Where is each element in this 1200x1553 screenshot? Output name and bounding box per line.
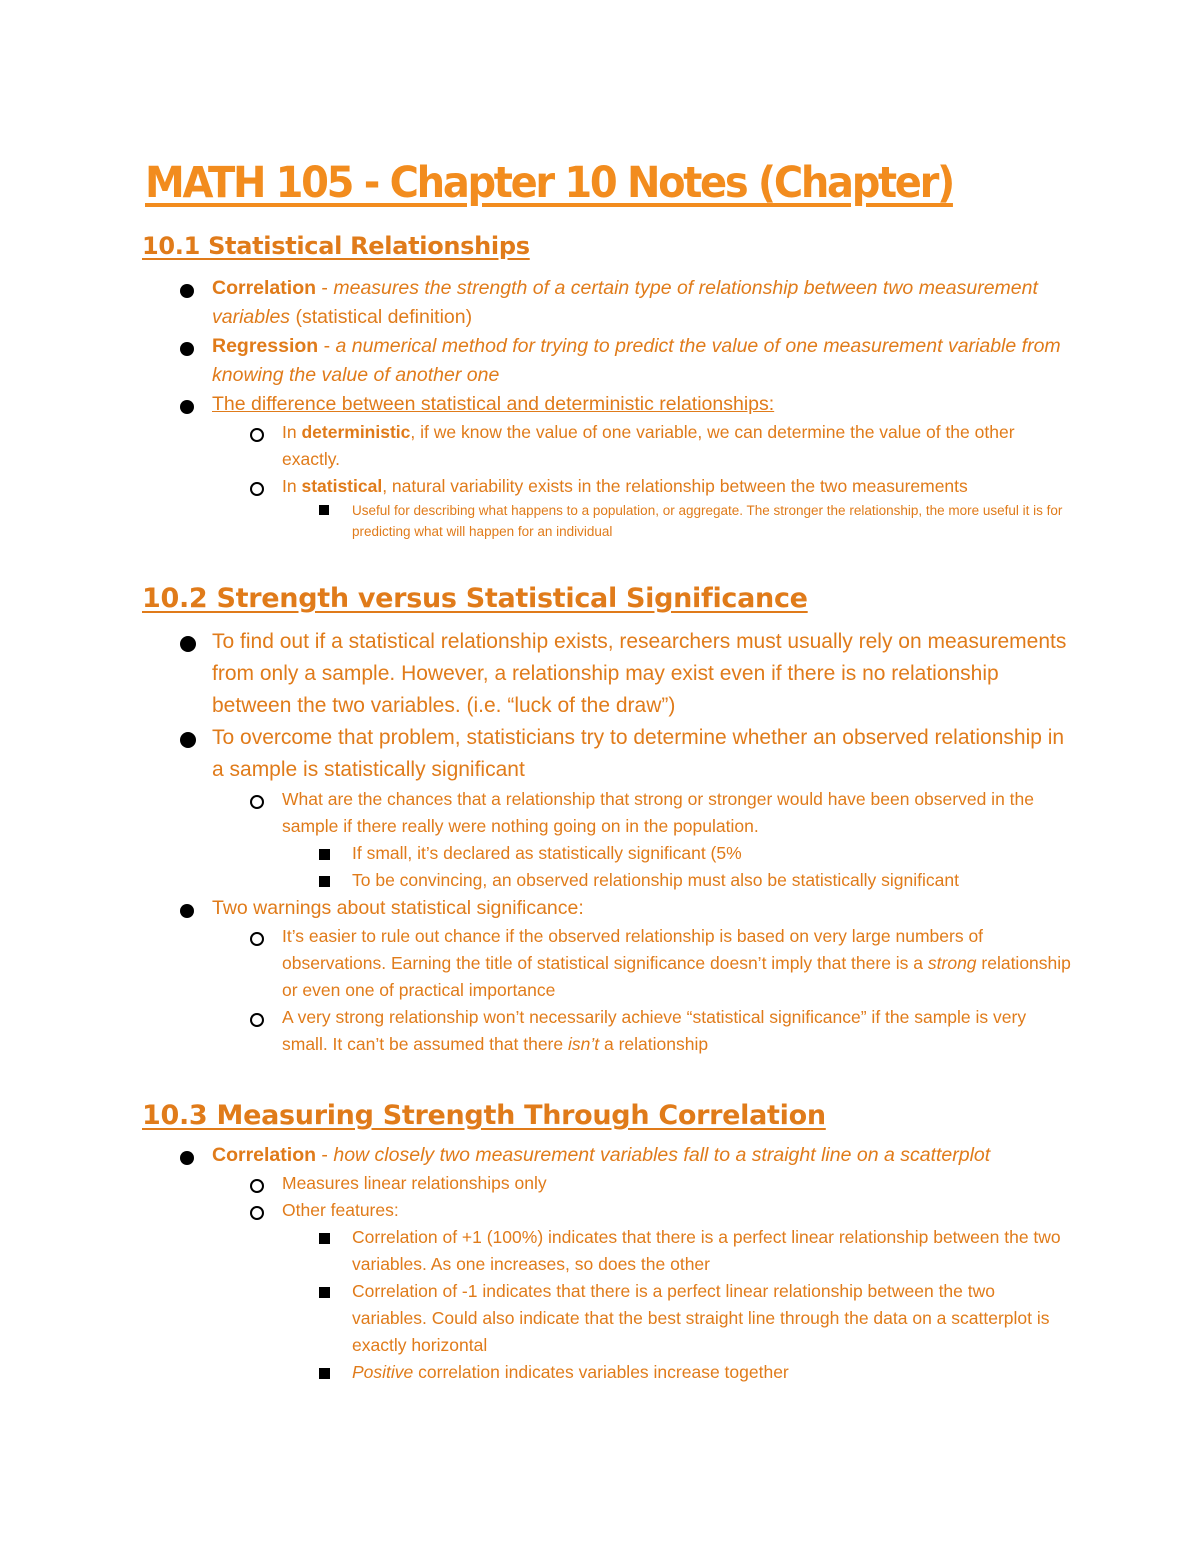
hollow-bullet-icon [250, 932, 264, 946]
list-item [142, 274, 1072, 332]
text: A very strong relationship won’t necessarily achieve “statistical significance” if the sample is very small. It can’t be assumed that there [282, 1007, 1027, 1054]
text: Two warnings about statistical significance: [212, 897, 584, 919]
term: Correlation [212, 277, 317, 299]
emphasis: strong [927, 953, 977, 973]
section-10-3 [142, 1100, 1072, 1386]
list-item [142, 1141, 1072, 1170]
text: What are the chances that a relationship that strong or stronger would have been observed in the sample if there really were nothing going on in the population. [282, 789, 1034, 836]
emphasis: Positive [352, 1362, 414, 1382]
separator: - [318, 335, 336, 357]
definition: a numerical method for trying to predict the value of one measurement variable from knowing the value of another one [212, 335, 1061, 386]
square-bullet-icon [319, 849, 330, 860]
text: To be convincing, an observed relationship must also be statistically significant [352, 870, 959, 890]
list-item [142, 419, 1072, 473]
list-item [142, 1278, 1072, 1359]
separator: - [316, 1144, 334, 1166]
hollow-bullet-icon [250, 482, 264, 496]
list-item [142, 786, 1072, 840]
bullet-icon [180, 904, 194, 918]
emphasis: isn’t [567, 1034, 600, 1054]
bullet-icon [180, 732, 196, 748]
text: To find out if a statistical relationship exists, researchers must usually rely on measurements from only a sample. However, a relationship may exist even if there is no relationship between the two variables. (i.e. “luck of the draw”) [212, 630, 1067, 717]
text: correlation indicates variables increase together [413, 1362, 789, 1382]
section-list [142, 274, 1072, 542]
list-item [142, 500, 1072, 542]
separator: - [316, 277, 334, 299]
text: It’s easier to rule out chance if the observed relationship is based on very large numbers of observations. Earning the title of statistical significance doesn’t imply that there is a [282, 926, 984, 973]
hollow-bullet-icon [250, 1013, 264, 1027]
list-item [142, 894, 1072, 923]
list-item [142, 867, 1072, 894]
list-item [142, 1197, 1072, 1224]
text: , natural variability exists in the relationship between the two measurements [382, 476, 968, 496]
bullet-icon [180, 284, 194, 298]
section-10-1 [142, 232, 1072, 542]
term: Correlation [212, 1144, 317, 1166]
text: Other features: [282, 1200, 399, 1220]
square-bullet-icon [319, 876, 330, 887]
text: Correlation of -1 indicates that there is a perfect linear relationship between the two variables. Could also indicate that the best straight line through the data on a scatterplot is exactly horizontal [352, 1281, 1050, 1355]
section-10-2 [142, 583, 1072, 1058]
text: Correlation of +1 (100%) indicates that there is a perfect linear relationship between the two variables. As one increases, so does the other [352, 1227, 1061, 1274]
hollow-bullet-icon [250, 428, 264, 442]
text: In [282, 422, 302, 442]
list-item [142, 840, 1072, 867]
square-bullet-icon [319, 1368, 330, 1379]
bullet-icon [180, 1151, 194, 1165]
text: If small, it’s declared as statistically significant (5% [352, 843, 742, 863]
section-heading: 10.1 Statistical Relationships [142, 232, 530, 260]
text: relationship or even one of practical importance [282, 953, 1071, 1000]
term: deterministic [301, 422, 411, 442]
list-item [142, 473, 1072, 500]
hollow-bullet-icon [250, 795, 264, 809]
list-item [142, 1004, 1072, 1058]
subheading: The difference between statistical and deterministic relationships: [212, 393, 775, 415]
bullet-icon [180, 342, 194, 356]
list-item [142, 1224, 1072, 1278]
hollow-bullet-icon [250, 1179, 264, 1193]
bullet-icon [180, 400, 194, 414]
section-list [142, 1141, 1072, 1386]
term: Regression [212, 335, 319, 357]
list-item [142, 390, 1072, 419]
square-bullet-icon [319, 1287, 330, 1298]
text: In [282, 476, 302, 496]
text: , if we know the value of one variable, we can determine the value of the other exactly. [282, 422, 1015, 469]
definition: measures the strength of a certain type of relationship between two measurement variables [212, 277, 1038, 328]
text: Useful for describing what happens to a population, or aggregate. The stronger the relationship, the more useful it is for predicting what will happen for an individual [352, 503, 1063, 539]
list-item [142, 626, 1072, 722]
list-item [142, 1359, 1072, 1386]
square-bullet-icon [319, 505, 329, 515]
text: a relationship [599, 1034, 709, 1054]
list-item [142, 1170, 1072, 1197]
section-list [142, 626, 1072, 1058]
document-title: MATH 105 - Chapter 10 Notes (Chapter) [145, 158, 953, 208]
list-item [142, 923, 1072, 1004]
bullet-icon [180, 636, 196, 652]
note: (statistical definition) [290, 306, 473, 328]
list-item [142, 722, 1072, 786]
term: statistical [301, 476, 383, 496]
section-heading: 10.3 Measuring Strength Through Correlation [142, 1100, 826, 1131]
definition: how closely two measurement variables fall to a straight line on a scatterplot [333, 1144, 991, 1166]
text: To overcome that problem, statisticians try to determine whether an observed relationship in a sample is statistically significant [212, 726, 1065, 781]
square-bullet-icon [319, 1233, 330, 1244]
hollow-bullet-icon [250, 1206, 264, 1220]
list-item [142, 332, 1072, 390]
section-heading: 10.2 Strength versus Statistical Significance [142, 583, 808, 614]
text: Measures linear relationships only [282, 1173, 547, 1193]
